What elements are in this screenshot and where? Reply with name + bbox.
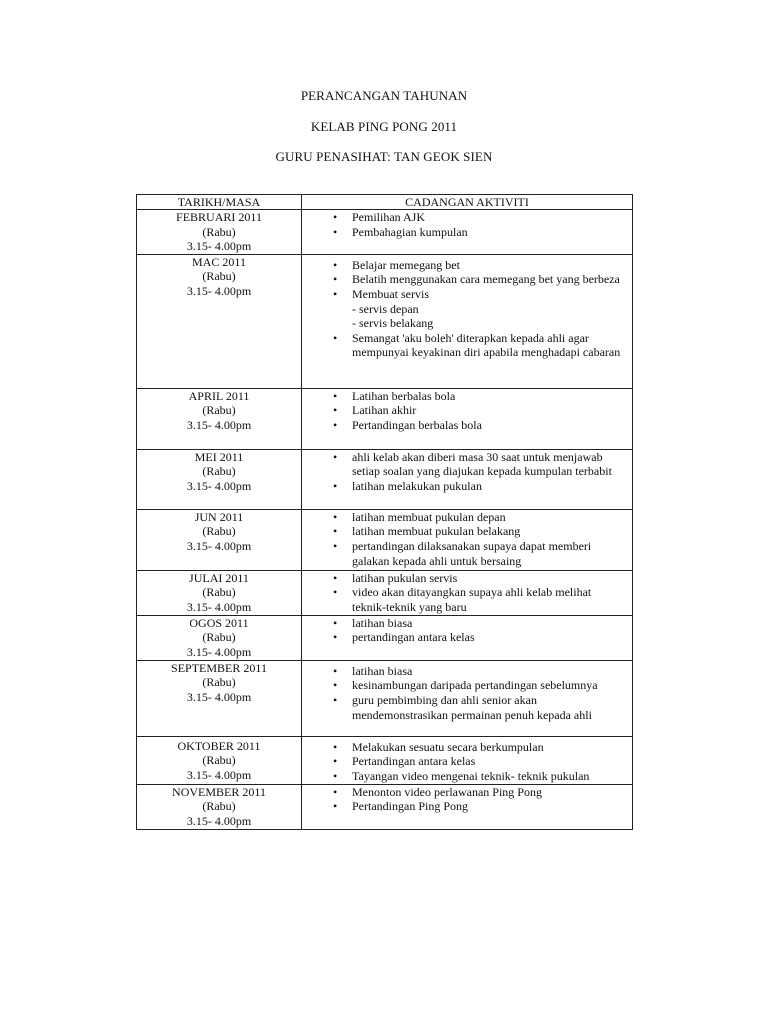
activity-item: • Pembahagian kumpulan [302, 225, 628, 240]
document-title: PERANCANGAN TAHUNAN [300, 88, 468, 103]
advisor-line: GURU PENASIHAT: TAN GEOK SIEN [275, 149, 493, 164]
time-label: 3.15- 4.00pm [186, 239, 252, 254]
month-label: MAC 2011 [192, 254, 246, 269]
day-label: (Rabu) [202, 585, 236, 600]
month-label: APRIL 2011 [188, 388, 250, 403]
activities-cell [302, 388, 633, 449]
table-row [137, 615, 633, 660]
activities-cell [302, 509, 633, 570]
activity-item: • pertandingan antara kelas [302, 630, 628, 645]
date-cell [137, 210, 302, 255]
month-label: OKTOBER 2011 [177, 738, 261, 753]
activity-item: • Pemilihan AJK [302, 210, 628, 225]
table-row [137, 388, 633, 449]
day-label: (Rabu) [202, 799, 236, 814]
time-label: 3.15- 4.00pm [186, 689, 252, 704]
activity-sub-item: - servis belakang [352, 316, 434, 331]
activities-cell [302, 570, 633, 615]
table-row [137, 570, 633, 615]
day-label: (Rabu) [202, 675, 236, 690]
month-label: MEI 2011 [194, 449, 244, 464]
table-header-row [137, 195, 633, 210]
activities-cell [302, 210, 633, 255]
activity-item: • Belajar memegang bet [302, 258, 628, 273]
day-label: (Rabu) [202, 524, 236, 539]
date-cell [137, 660, 302, 736]
date-cell [137, 784, 302, 829]
time-label: 3.15- 4.00pm [186, 767, 252, 782]
activity-item: • ahli kelab akan diberi masa 30 saat untuk menjawab setiap soalan yang diajukan kepada kumpulan terbabit [302, 450, 628, 479]
activity-item: • latihan pukulan servis [302, 571, 628, 586]
activities-cell [302, 660, 633, 736]
column-header-date: TARIKH/MASA [137, 195, 302, 210]
day-label: (Rabu) [202, 269, 236, 284]
activities-cell [302, 615, 633, 660]
activity-item: • Pertandingan Ping Pong [302, 799, 628, 814]
activities-cell [302, 449, 633, 509]
activity-item: • Pertandingan antara kelas [302, 754, 628, 769]
day-label: (Rabu) [202, 630, 236, 645]
activity-item: • latihan melakukan pukulan [302, 479, 628, 494]
activity-item: • Latihan akhir [302, 403, 628, 418]
time-label: 3.15- 4.00pm [186, 417, 252, 432]
date-cell [137, 449, 302, 509]
date-cell [137, 254, 302, 388]
month-label: FEBRUARI 2011 [176, 210, 262, 224]
activity-item [302, 287, 628, 331]
date-cell [137, 736, 302, 784]
column-header-activities: CADANGAN AKTIVITI [302, 195, 633, 210]
time-label: 3.15- 4.00pm [186, 599, 252, 614]
activity-item: • guru pembimbing dan ahli senior akan mendemonstrasikan permainan penuh kepada ahli [302, 693, 628, 722]
activity-item: • Melakukan sesuatu secara berkumpulan [302, 740, 628, 755]
activity-text: Membuat servis [352, 286, 429, 301]
activities-cell [302, 736, 633, 784]
date-cell [137, 615, 302, 660]
activity-item: • kesinambungan daripada pertandingan sebelumnya [302, 678, 628, 693]
table-row [137, 254, 633, 388]
table-row [137, 509, 633, 570]
activity-item: • Pertandingan berbalas bola [302, 418, 628, 433]
date-cell [137, 509, 302, 570]
activity-item: • latihan membuat pukulan belakang [302, 524, 628, 539]
activity-item: • latihan biasa [302, 664, 628, 679]
activity-item: • Semangat 'aku boleh' diterapkan kepada ahli agar mempunyai keyakinan diri apabila menghadapi cabaran [302, 331, 628, 360]
table-row [137, 449, 633, 509]
activity-sub-item: - servis depan [352, 301, 419, 316]
activity-item: • latihan membuat pukulan depan [302, 510, 628, 525]
table-row [137, 736, 633, 784]
date-cell [137, 388, 302, 449]
time-label: 3.15- 4.00pm [186, 478, 252, 493]
time-label: 3.15- 4.00pm [186, 644, 252, 659]
activities-cell [302, 784, 633, 829]
club-name: KELAB PING PONG 2011 [310, 119, 458, 134]
day-label: (Rabu) [202, 464, 236, 479]
table-row [137, 660, 633, 736]
month-label: JUN 2011 [194, 509, 244, 524]
time-label: 3.15- 4.00pm [186, 538, 252, 553]
activity-item: • pertandingan dilaksanakan supaya dapat memberi galakan kepada ahli untuk bersaing [302, 539, 628, 568]
activity-item: • Tayangan video mengenai teknik- teknik pukulan [302, 769, 628, 784]
day-label: (Rabu) [202, 753, 236, 768]
activity-plan-table [136, 194, 633, 830]
day-label: (Rabu) [202, 224, 236, 239]
time-label: 3.15- 4.00pm [186, 813, 252, 828]
month-label: OGOS 2011 [189, 615, 249, 630]
activity-item: • Menonton video perlawanan Ping Pong [302, 785, 628, 800]
month-label: NOVEMBER 2011 [172, 784, 266, 799]
table-row [137, 210, 633, 255]
activities-cell [302, 254, 633, 388]
activity-item: • latihan biasa [302, 616, 628, 631]
month-label: JULAI 2011 [189, 570, 249, 585]
day-label: (Rabu) [202, 403, 236, 418]
activity-item: • Belatih menggunakan cara memegang bet yang berbeza [302, 272, 628, 287]
table-row [137, 784, 633, 829]
date-cell [137, 570, 302, 615]
activity-item: • video akan ditayangkan supaya ahli kelab melihat teknik-teknik yang baru [302, 585, 628, 614]
month-label: SEPTEMBER 2011 [171, 660, 267, 675]
time-label: 3.15- 4.00pm [186, 283, 252, 298]
activity-item: • Latihan berbalas bola [302, 389, 628, 404]
